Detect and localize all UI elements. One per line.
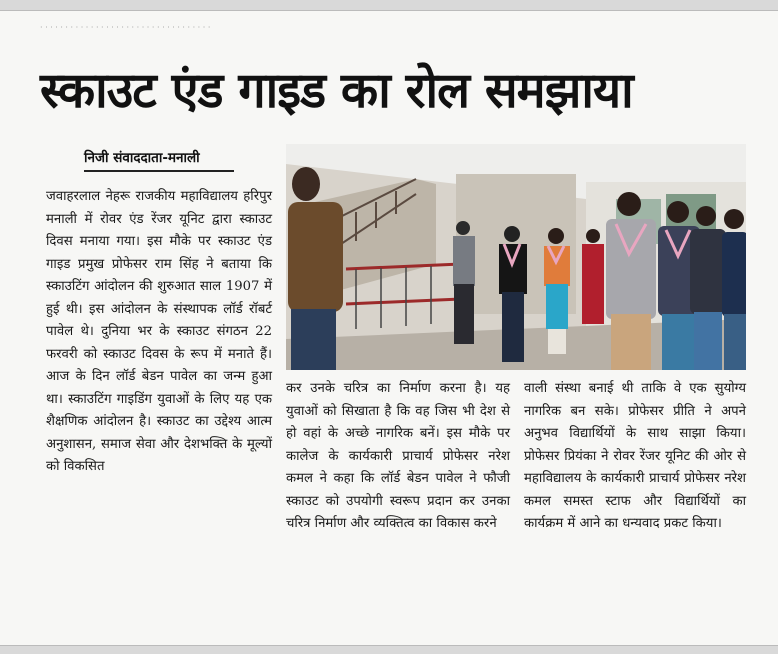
cut-off-text-strip: · · · · · · · · · · · · · · · · · · · · · · · · · · · · · · · · · · [40, 23, 211, 32]
article-photo [286, 144, 746, 370]
article-column-1: जवाहरलाल नेहरू राजकीय महाविद्यालय हरिपुर मनाली में रोवर एंड रेंजर यूनिट द्वारा स्काउट दिवस मनाया गया। इस मौके पर स्काउट एंड गाइड प्रमुख प्रोफेसर राम सिंह ने बताया कि स्काउटिंग आंदोलन की शुरुआत साल 1907 में हुई थी। इस आंदोलन के संस्थापक लॉर्ड रॉबर्ट पावेल थे। दुनिया भर के स्काउट संगठन 22 फरवरी को स्काउट दिवस के रूप में मनाते हैं। आज के दिन लॉर्ड बेडन पावेल का जन्म हुआ था। स्काउटिंग गाइडिंग युवाओं के लिए यह एक शैक्षणिक आंदोलन है। स्काउट का उद्देश्य आत्म अनुशासन, समाज सेवा और देशभक्ति के मूल्यों को विकसित [46, 189, 272, 474]
photo-illustration [286, 144, 746, 370]
byline: निजी संवाददाता-मनाली [84, 150, 200, 166]
article-column-3: वाली संस्था बनाई थी ताकि वे एक सुयोग्य नागरिक बन सके। प्रोफेसर प्रीति ने अपने अनुभव विद्यार्थियों के साथ साझा किया। प्रोफेसर प्रियंका ने रोवर रेंजर यूनिट की ओर से महाविद्यालय के कार्यकारी प्राचार्य प्रोफेसर नरेश कमल समस्त स्टाफ और विद्यार्थियों का कार्यक्रम में आने का धन्यवाद प्रकट किया। [524, 381, 746, 531]
byline-underline [84, 170, 234, 172]
headline: स्काउट एंड गाइड का रोल समझाया [40, 62, 633, 119]
article-column-2: कर उनके चरित्र का निर्माण करना है। यह युवाओं को सिखाता है कि वह जिस भी देश से हो वहां के अच्छे नागरिक बनें। इस मौके पर कालेज के कार्यकारी प्राचार्य प्रोफेसर नरेश कमल ने कहा कि लॉर्ड बेडन पावेल ने फौजी स्काउट को उपयोगी स्वरूप प्रदान कर उनका चरित्र निर्माण और व्यक्तित्व का विकास करने [286, 381, 510, 531]
